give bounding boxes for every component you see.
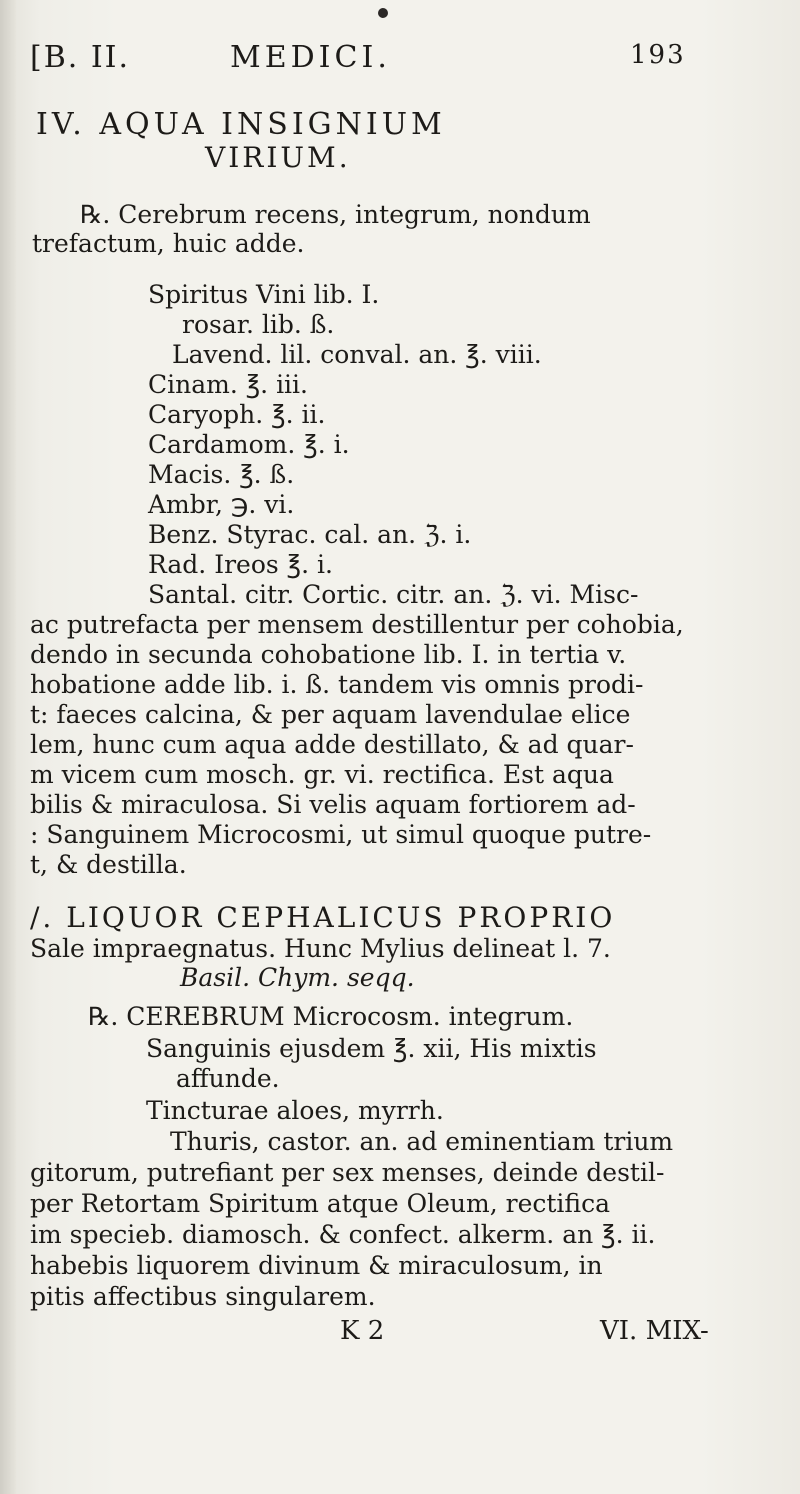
text-line: im specieb. diamosch. & confect. alkerm. an ℥. ii. bbox=[30, 1220, 656, 1249]
text-line: t: faeces calcina, & per aquam lavendulae elice bbox=[30, 700, 631, 729]
text-line: rosar. lib. ß. bbox=[182, 310, 335, 339]
text-line: ac putrefacta per mensem destillentur per cohobia, bbox=[30, 610, 684, 639]
section-iv-title: IV. AQUA INSIGNIUM bbox=[36, 107, 446, 142]
section-iv-subtitle: VIRIUM. bbox=[205, 141, 351, 174]
text-line: Cardamom. ℥. i. bbox=[148, 430, 350, 459]
text-line: habebis liquorem divinum & miraculosum, in bbox=[30, 1251, 603, 1280]
text-line: Spiritus Vini lib. I. bbox=[148, 280, 380, 309]
section-v-title: /. LIQUOR CEPHALICUS PROPRIO bbox=[30, 901, 616, 934]
header-book-number: [B. II. bbox=[30, 40, 131, 75]
page-number: 193 bbox=[630, 40, 686, 70]
text-line: lem, hunc cum aqua adde destillato, & ad quar- bbox=[30, 730, 634, 759]
text-line: Thuris, castor. an. ad eminentiam trium bbox=[170, 1127, 674, 1156]
text-line: Tincturae aloes, myrrh. bbox=[146, 1096, 444, 1125]
text-line: ℞. Cerebrum recens, integrum, nondum bbox=[80, 200, 591, 229]
text-line: trefactum, huic adde. bbox=[32, 229, 305, 258]
text-line: bilis & miraculosa. Si velis aquam fortiorem ad- bbox=[30, 790, 636, 819]
text-line: Sale impraegnatus. Hunc Mylius delineat l. 7. bbox=[30, 934, 611, 963]
text-line: Cinam. ℥. iii. bbox=[148, 370, 308, 399]
text-line: m vicem cum mosch. gr. vi. rectifica. Est aqua bbox=[30, 760, 614, 789]
running-header bbox=[30, 40, 690, 80]
text-line: Lavend. lil. conval. an. ℥. viii. bbox=[172, 340, 542, 369]
text-line: : Sanguinem Microcosmi, ut simul quoque putre- bbox=[30, 820, 652, 849]
text-line: gitorum, putrefiant per sex menses, deinde destil- bbox=[30, 1158, 665, 1187]
text-line: Santal. citr. Cortic. citr. an. ℨ. vi. Misc- bbox=[148, 580, 639, 609]
ink-blot bbox=[378, 8, 388, 18]
text-line: Caryoph. ℥. ii. bbox=[148, 400, 326, 429]
text-line: Ambr, ℈. vi. bbox=[148, 490, 295, 519]
text-line: Rad. Ireos ℥. i. bbox=[148, 550, 333, 579]
text-line: Macis. ℥. ß. bbox=[148, 460, 295, 489]
text-line: hobatione adde lib. i. ß. tandem vis omnis prodi- bbox=[30, 670, 644, 699]
text-line: t, & destilla. bbox=[30, 850, 187, 879]
text-line: Basil. Chym. seqq. bbox=[180, 963, 415, 992]
header-title: MEDICI. bbox=[230, 40, 391, 75]
signature-mark: K 2 bbox=[340, 1316, 385, 1346]
text-line: Sanguinis ejusdem ℥. xii, His mixtis bbox=[146, 1034, 597, 1063]
text-line: pitis affectibus singularem. bbox=[30, 1282, 376, 1311]
catchword: VI. MIX- bbox=[600, 1316, 709, 1346]
text-line: per Retortam Spiritum atque Oleum, rectifica bbox=[30, 1189, 610, 1218]
text-line: Benz. Styrac. cal. an. ℨ. i. bbox=[148, 520, 472, 549]
text-line: affunde. bbox=[176, 1064, 280, 1093]
text-line: dendo in secunda cohobatione lib. I. in tertia v. bbox=[30, 640, 627, 669]
text-line: ℞. CEREBRUM Microcosm. integrum. bbox=[88, 1002, 574, 1031]
binding-gutter bbox=[0, 0, 16, 1494]
